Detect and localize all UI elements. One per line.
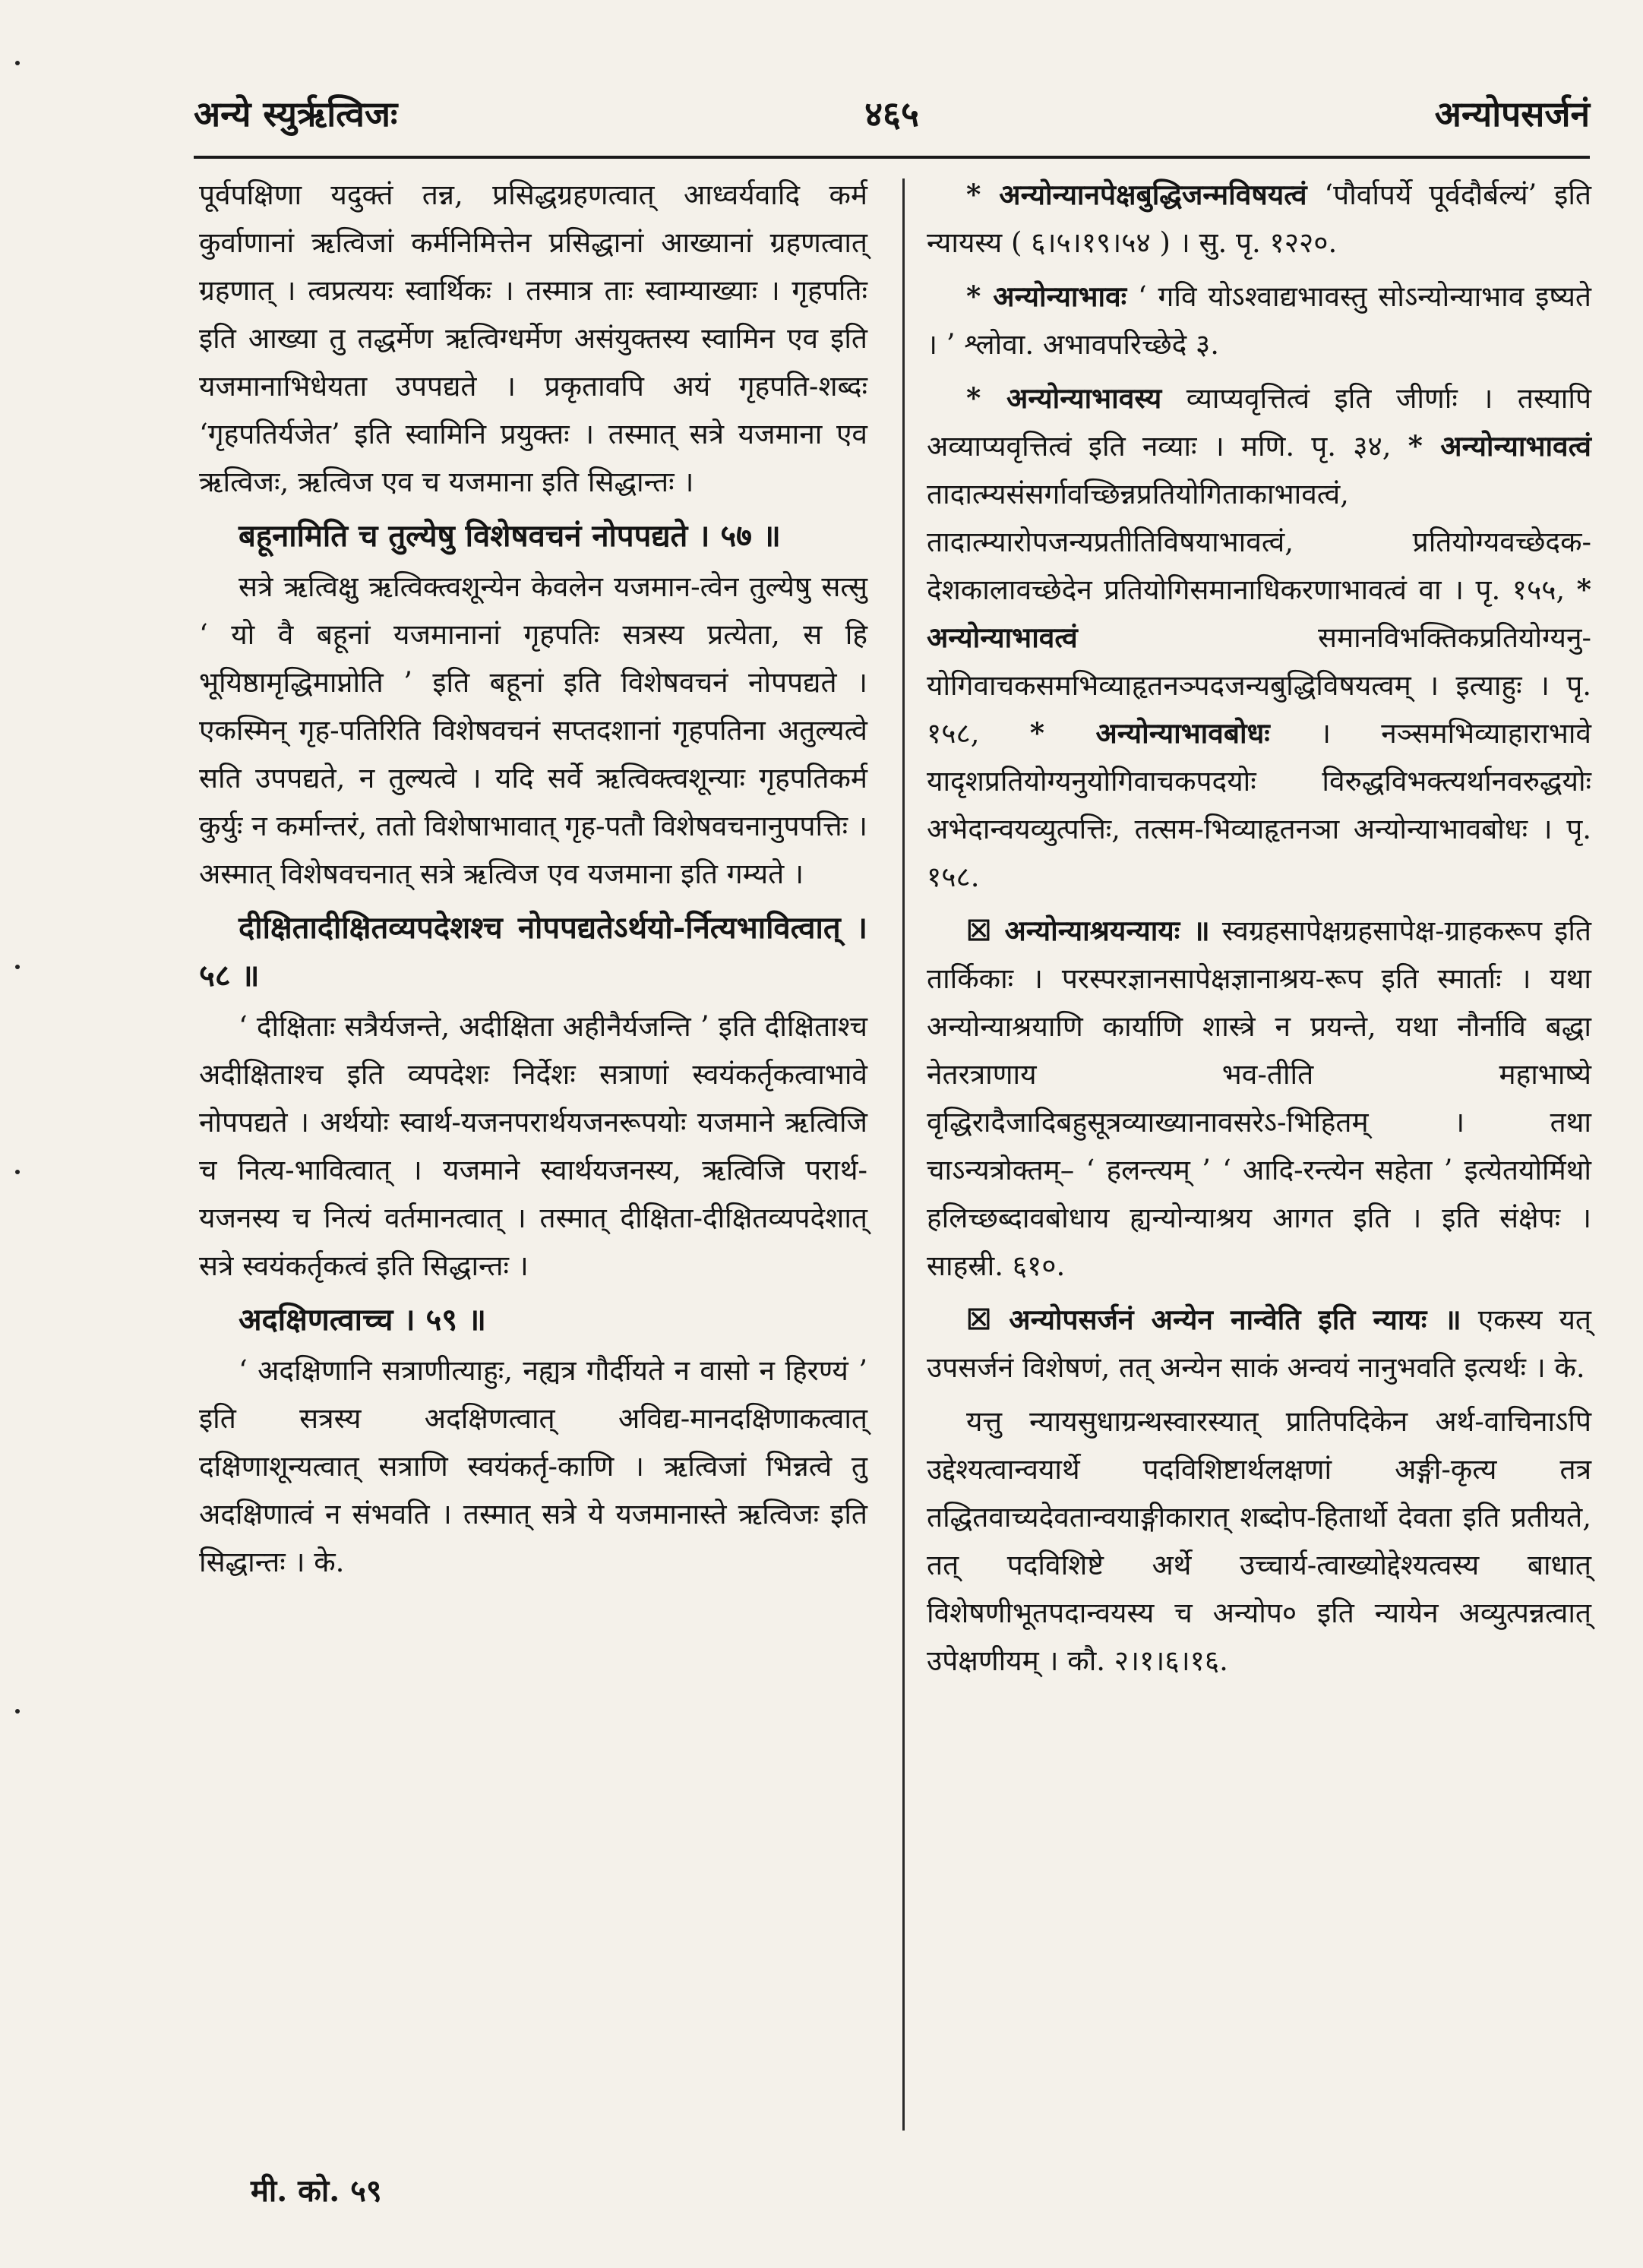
paragraph: यत्तु न्यायसुधाग्रन्थस्वारस्यात् प्रातिपदिकेन अर्थ-वाचिनाऽपि उद्देश्यत्वान्वयार्थे पदविशिष्टार्थलक्षणां अङ्गी-कृत्य तत्र तद्धितवाच्यदेवतान्वयाङ्गीकारात् शब्दोप-हितार्थो देवता इति प्रतीयते, तत् पदविशिष्टे अर्थे उच्चार्य-त्वाख्योद्देश्यत्वस्य बाधात् विशेषणीभूतपदान्वयस्य च अन्योप० इति न्यायेन अव्युत्पन्नत्वात् उपेक्षणीयम् । कौ. २।१।६।१६. — [927, 1405, 1591, 1677]
paragraph: सत्रे ऋत्विक्षु ऋत्विक्त्वशून्येन केवलेन यजमान-त्वेन तुल्येषु सत्सु ‘ यो वै बहूनां यजमानानां गृहपतिः सत्रस्य प्रत्येता, स हि भूयिष्ठामृद्धिमाप्नोति ’ इति बहूनां इति विशेषवचनं नोपपद्यते । एकस्मिन् गृह-पतिरिति विशेषवचनं सप्तदशानां गृहपतिना अतुल्यत्वे सति उपपद्यते, न तुल्यत्वे । यदि सर्वे ऋत्विक्त्वशून्याः गृहपतिकर्म कुर्युः न कर्मान्तरं, ततो विशेषाभावात् गृह-पतौ विशेषवचनानुपपत्तिः । अस्मात् विशेषवचनात् सत्रे ऋत्विज एव यजमाना इति गम्यते । — [199, 570, 867, 890]
entry — [927, 1296, 1591, 1391]
sutra-57: बहूनामिति च तुल्येषु विशेषवचनं नोपपद्यते । ५७ ॥ — [239, 518, 781, 554]
margin-mark — [15, 1170, 20, 1174]
entry-body: स्वग्रहसापेक्षग्रहसापेक्ष-ग्राहकरूप इति तार्किकाः । परस्परज्ञानसापेक्षज्ञानाश्रय-रूप इति स्मार्ताः । यथा अन्योन्याश्रयाणि कार्याणि शास्त्रे न प्रयन्ते, यथा नौर्नावि बद्धा नेतरत्राणाय भव-तीति महाभाष्ये वृद्धिरादैजादिबहुसूत्रव्याख्यानावसरेऽ-भिहितम् । तथा चाऽन्यत्रोक्तम्– ‘ हलन्त्यम् ’ ‘ आदि-रन्त्येन सहेता ’ इत्येतयोर्मिथो हलिच्छब्दावबोधाय ह्यन्योन्याश्रय आगत इति । इति संक्षेपः । साहस्री. ६१०. — [927, 914, 1591, 1282]
entry-body: । नञ्समभिव्याहाराभावे यादृशप्रतियोग्यनुयोगिवाचकपदयोः विरुद्धविभक्त्यर्थानवरुद्धयोः अभेदान्वयव्युत्पत्तिः, तत्सम-भिव्याहृतनञा अन्योन्याभावबोधः । पृ. १५८. — [927, 717, 1591, 893]
entry — [927, 273, 1591, 368]
sutra-58: दीक्षितादीक्षितव्यपदेशश्च नोपपद्यतेऽर्थयो-र्नित्यभावित्वात् । ५८ ॥ — [199, 910, 867, 993]
left-column — [199, 171, 867, 1592]
entry-heading: * अन्योन्याभावः — [966, 280, 1127, 313]
header-rule — [194, 156, 1590, 159]
header-left-catchword: अन्ये स्युर्ऋत्विजः — [194, 93, 398, 134]
entry-body: तादात्म्यसंसर्गावच्छिन्नप्रतियोगिताकाभावत्वं, तादात्म्यारोपजन्यप्रतीतिविषयाभावत्वं, प्रतियोग्यवच्छेदक-देशकालावच्छेदेन प्रतियोगिसमानाधिकरणाभावत्वं वा । पृ. १५५, — [927, 478, 1591, 606]
entry-body: ‘ गवि योऽश्वाद्यभावस्तु सोऽन्योन्याभाव इष्यते । ’ श्लोवा. अभावपरिच्छेदे ३. — [927, 280, 1591, 361]
entry-heading: * अन्योन्याभावत्वं — [927, 573, 1592, 654]
entry-heading: ☒ अन्योन्याश्रयन्यायः ॥ — [966, 914, 1210, 947]
header-right-catchword: अन्योपसर्जनं — [1434, 93, 1590, 134]
entry-body: समानविभक्तिकप्रतियोग्यनु-योगिवाचकसमभिव्याहृतनञ्पदजन्यबुद्धिविषयत्वम् । इत्याहुः । पृ. १५८, — [927, 621, 1591, 750]
margin-mark — [15, 61, 20, 65]
entry-heading: * अन्योन्याभावस्य — [966, 381, 1162, 415]
entry-body: एकस्य यत् उपसर्जनं विशेषणं, तत् अन्येन साकं अन्वयं नानुभवति इत्यर्थः । के. — [927, 1303, 1591, 1384]
entry — [927, 374, 1591, 901]
entry — [927, 171, 1591, 267]
margin-mark — [15, 1709, 20, 1714]
page-number: ४६५ — [864, 93, 919, 134]
sutra-59: अदक्षिणत्वाच्च । ५९ ॥ — [239, 1302, 486, 1338]
paragraph: पूर्वपक्षिणा यदुक्तं तन्न, प्रसिद्धग्रहणत्वात् आध्वर्यवादि कर्म कुर्वाणानां ऋत्विजां कर्मनिमित्तेन प्रसिद्धानां आख्यानां ग्रहणत्वात् ग्रहणात् । त्वप्रत्ययः स्वार्थिकः । तस्मात्र ताः स्वाम्याख्याः । गृहपतिः इति आख्या तु तद्धर्मेण ऋत्विग्धर्मेण असंयुक्तस्य स्वामिन एव इति यजमानाभिधेयता उपपद्यते । प्रकृतावपि अयं गृहपति-शब्दः ‘गृहपतिर्यजेत’ इति स्वामिनि प्रयुक्तः । तस्मात् सत्रे यजमाना एव ऋत्विजः, ऋत्विज एव च यजमाना इति सिद्धान्तः । — [199, 178, 867, 498]
entry-heading: * अन्योन्यानपेक्षबुद्धिजन्मविषयत्वं — [966, 178, 1307, 211]
running-header — [194, 90, 1590, 150]
entry-heading: * अन्योन्याभावत्वं — [1408, 429, 1591, 463]
margin-mark — [15, 965, 20, 969]
signature-footer: मी. को. ५९ — [251, 2173, 382, 2209]
entry-heading: ☒ अन्योपसर्जनं अन्येन नान्वेति इति न्यायः ॥ — [966, 1303, 1461, 1336]
paragraph: ‘ दीक्षिताः सत्रैर्यजन्ते, अदीक्षिता अहीनैर्यजन्ति ’ इति दीक्षिताश्च अदीक्षिताश्च इति व्यपदेशः निर्देशः सत्राणां स्वयंकर्तृकत्वाभावे नोपपद्यते । अर्थयोः स्वार्थ-यजनपरार्थयजनरूपयोः यजमाने ऋत्विजि च नित्य-भावित्वात् । यजमाने स्वार्थयजनस्य, ऋत्विजि परार्थ-यजनस्य च नित्यं वर्तमानत्वात् । तस्मात् दीक्षिता-दीक्षितव्यपदेशात् सत्रे स्वयंकर्तृकत्वं इति सिद्धान्तः । — [199, 1010, 867, 1282]
paragraph: ‘ अदक्षिणानि सत्राणीत्याहुः, नह्यत्र गौर्दीयते न वासो न हिरण्यं ’ इति सत्रस्य अदक्षिणत्वात् अविद्य-मानदक्षिणाकत्वात् दक्षिणाशून्यत्वात् सत्राणि स्वयंकर्तृ-काणि । ऋत्विजां भिन्नत्वे तु अदक्षिणात्वं न संभवति । तस्मात् सत्रे ये यजमानास्ते ऋत्विजः इति सिद्धान्तः । के. — [199, 1354, 867, 1578]
entry — [927, 907, 1591, 1290]
column-divider — [902, 178, 905, 2131]
entry-body: ‘पौर्वापर्ये पूर्वदौर्बल्यं’ इति न्यायस्य ( ६।५।१९।५४ ) । सु. पृ. १२२०. — [927, 178, 1591, 259]
entry-heading: * अन्योन्याभावबोधः — [1029, 716, 1270, 750]
entry-body: व्याप्यवृत्तित्वं इति जीर्णाः । तस्यापि अव्याप्यवृत्तित्वं इति नव्याः । मणि. पृ. ३४, — [927, 382, 1591, 463]
right-column — [927, 171, 1591, 1691]
